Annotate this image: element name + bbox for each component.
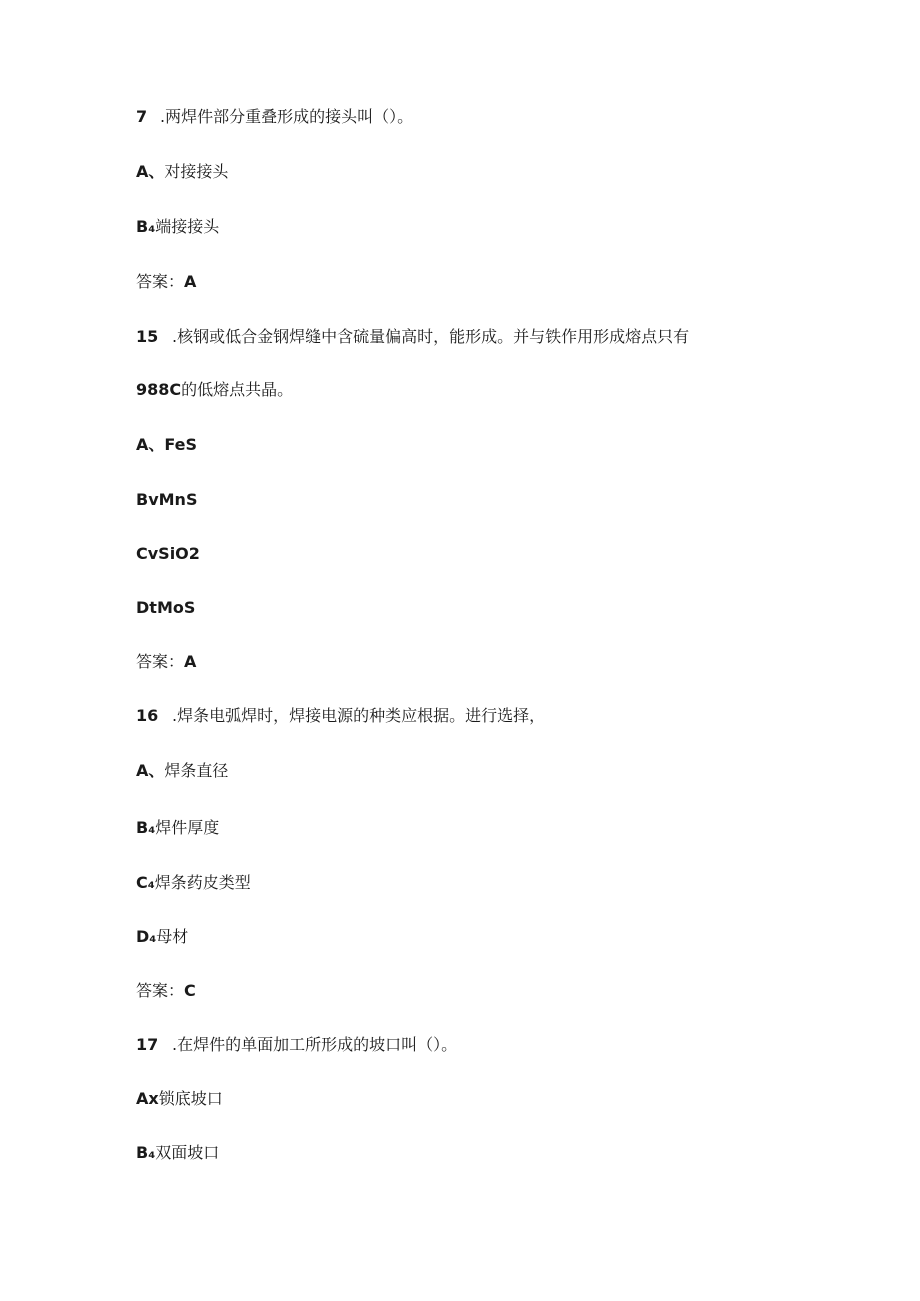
option-key: A、 bbox=[136, 162, 165, 181]
answer-label: 答案： bbox=[136, 272, 185, 291]
option-b bbox=[136, 217, 219, 237]
option-key: B₄ bbox=[136, 217, 156, 236]
option-b bbox=[136, 818, 219, 838]
option-d bbox=[136, 927, 188, 947]
question-number: 15 bbox=[136, 327, 159, 346]
question-7 bbox=[136, 107, 413, 127]
temperature-value: 988C bbox=[136, 380, 182, 399]
option-key: Ax bbox=[136, 1089, 159, 1108]
option-key: Dt bbox=[136, 598, 157, 617]
answer-value: A bbox=[184, 272, 197, 291]
option-text: 对接接头 bbox=[164, 162, 229, 181]
option-text: FeS bbox=[164, 435, 198, 454]
question-16 bbox=[136, 706, 545, 726]
option-key: D₄ bbox=[136, 927, 157, 946]
option-key: Cv bbox=[136, 544, 159, 563]
answer-value: A bbox=[184, 652, 197, 671]
option-text: MoS bbox=[156, 598, 196, 617]
question-text: .在焊件的单面加工所形成的坡口叫（）。 bbox=[172, 1035, 458, 1054]
option-key: B₄ bbox=[136, 1143, 156, 1162]
option-a bbox=[136, 162, 228, 182]
option-text: 焊条药皮类型 bbox=[154, 873, 251, 892]
answer bbox=[136, 981, 196, 1001]
question-number: 16 bbox=[136, 706, 159, 725]
question-15 bbox=[136, 327, 689, 347]
option-text: 焊条直径 bbox=[164, 761, 229, 780]
question-text: .核钢或低合金钢焊缝中含硫量偏高时，能形成。并与铁作用形成熔点只有 bbox=[172, 327, 690, 346]
option-b bbox=[136, 490, 197, 510]
option-d bbox=[136, 598, 195, 618]
answer-label: 答案： bbox=[136, 981, 185, 1000]
option-key: A、 bbox=[136, 761, 165, 780]
option-key: A、 bbox=[136, 435, 165, 454]
question-number: 17 bbox=[136, 1035, 159, 1054]
option-text: SiO2 bbox=[158, 544, 200, 563]
option-text: 焊件厚度 bbox=[155, 818, 220, 837]
question-text: .两焊件部分重叠形成的接头叫（）。 bbox=[160, 107, 414, 126]
answer bbox=[136, 652, 196, 672]
question-text: .焊条电弧焊时，焊接电源的种类应根据。进行选择， bbox=[172, 706, 546, 725]
option-text: 端接接头 bbox=[155, 217, 220, 236]
option-text: 锁底坡口 bbox=[158, 1089, 223, 1108]
option-key: Bv bbox=[136, 490, 159, 509]
option-a bbox=[136, 761, 228, 781]
option-c bbox=[136, 873, 251, 893]
question-17 bbox=[136, 1035, 457, 1055]
option-key: B₄ bbox=[136, 818, 156, 837]
option-a bbox=[136, 435, 197, 455]
answer bbox=[136, 272, 196, 292]
option-text: MnS bbox=[158, 490, 198, 509]
option-a bbox=[136, 1089, 223, 1109]
option-key: C₄ bbox=[136, 873, 155, 892]
question-15-continued bbox=[136, 380, 293, 400]
option-text: 母材 bbox=[156, 927, 189, 946]
answer-value: C bbox=[184, 981, 196, 1000]
option-b bbox=[136, 1143, 219, 1163]
question-text: 的低熔点共晶。 bbox=[181, 380, 294, 399]
option-text: 双面坡口 bbox=[155, 1143, 220, 1162]
question-number: 7 bbox=[136, 107, 148, 126]
option-c bbox=[136, 544, 200, 564]
answer-label: 答案： bbox=[136, 652, 185, 671]
